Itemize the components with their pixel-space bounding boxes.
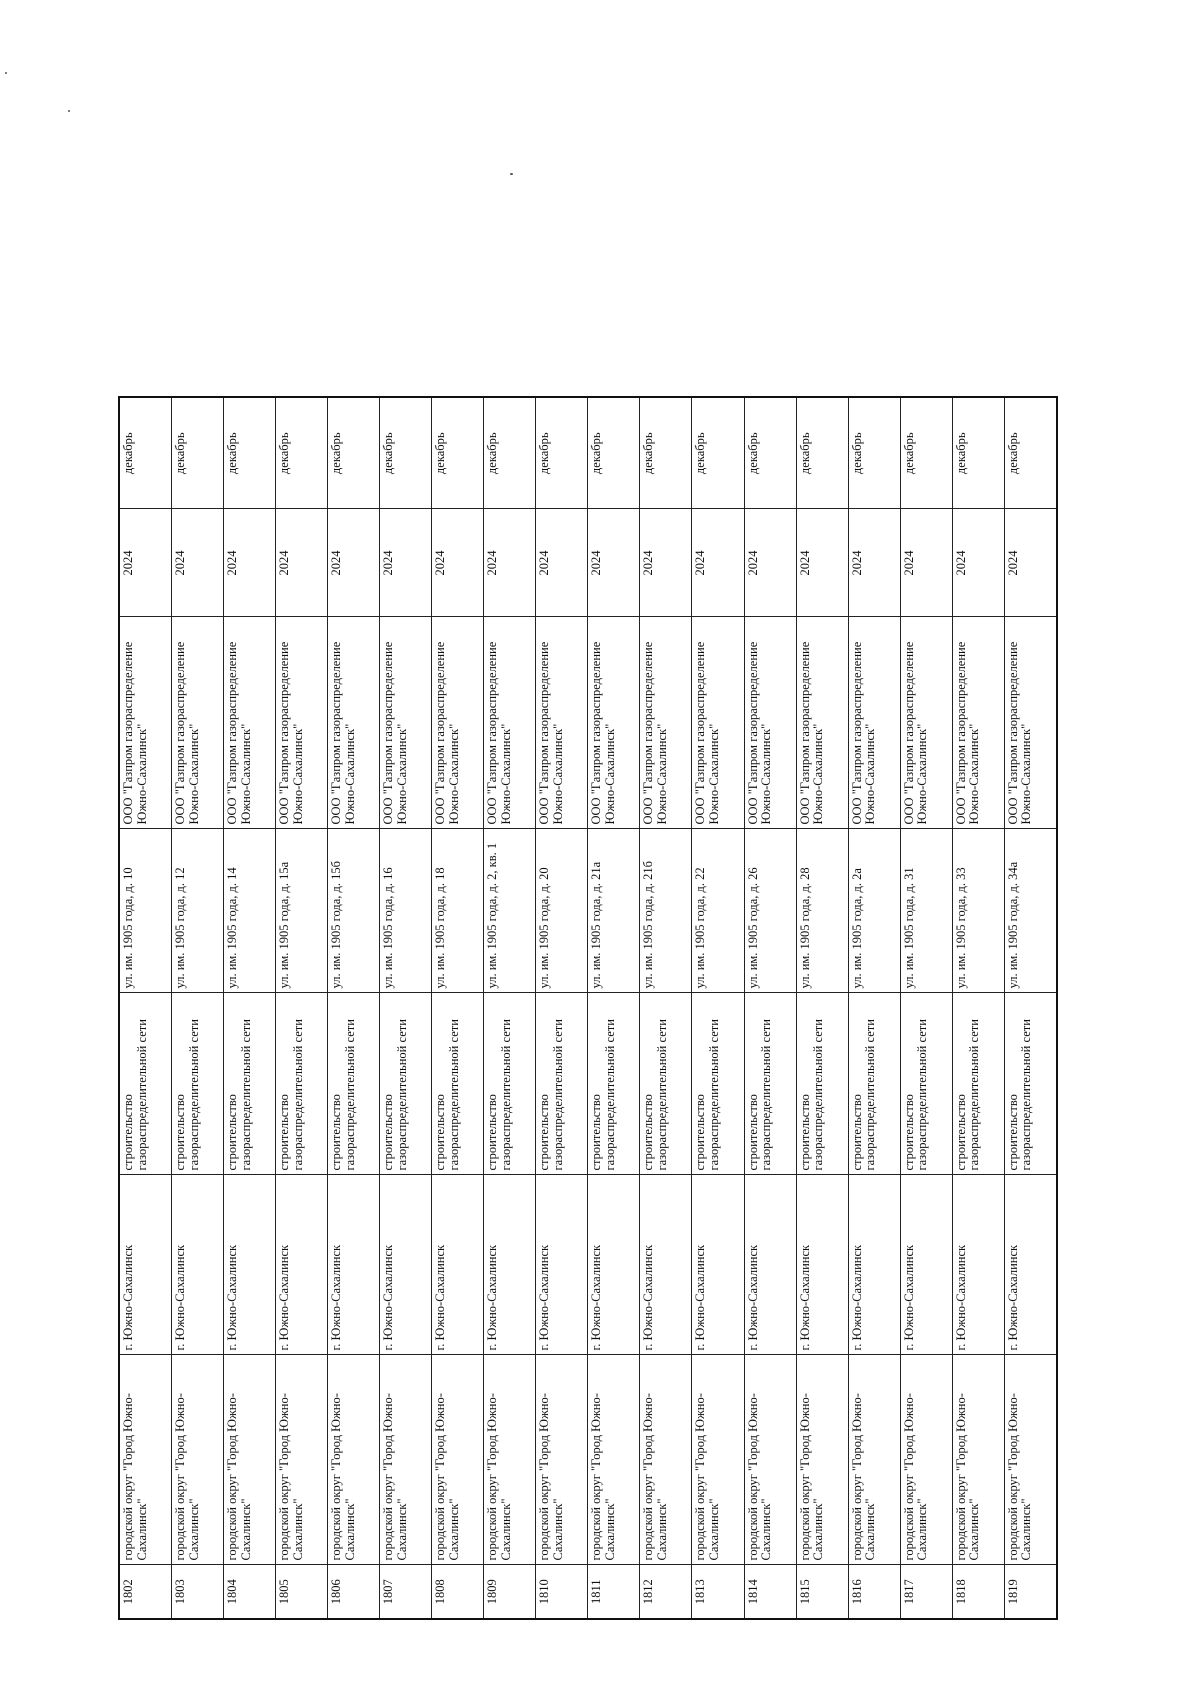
address-cell: ул. им. 1905 года, д. 33 xyxy=(952,829,1004,993)
work-type-cell: строительство газораспределительной сети xyxy=(588,993,640,1175)
city-cell: г. Южно-Сахалинск xyxy=(380,1175,432,1355)
city-cell: г. Южно-Сахалинск xyxy=(848,1175,900,1355)
district-cell: городской округ "Город Южно-Сахалинск" xyxy=(588,1355,640,1565)
work-type-cell: строительство газораспределительной сети xyxy=(119,993,172,1175)
organization-cell: ООО "Газпром газораспределение Южно-Сахалинск" xyxy=(224,617,276,829)
year-cell: 2024 xyxy=(588,509,640,617)
year-cell: 2024 xyxy=(224,509,276,617)
table-row xyxy=(536,397,588,1619)
city-cell: г. Южно-Сахалинск xyxy=(119,1175,172,1355)
organization-cell: ООО "Газпром газораспределение Южно-Сахалинск" xyxy=(328,617,380,829)
district-cell: городской округ "Город Южно-Сахалинск" xyxy=(952,1355,1004,1565)
row-number: 1806 xyxy=(328,1565,380,1619)
district-cell: городской округ "Город Южно-Сахалинск" xyxy=(692,1355,744,1565)
work-type-cell: строительство газораспределительной сети xyxy=(432,993,484,1175)
work-type-cell: строительство газораспределительной сети xyxy=(640,993,692,1175)
organization-cell: ООО "Газпром газораспределение Южно-Сахалинск" xyxy=(692,617,744,829)
work-type-cell: строительство газораспределительной сети xyxy=(172,993,224,1175)
district-cell: городской округ "Город Южно-Сахалинск" xyxy=(432,1355,484,1565)
organization-cell: ООО "Газпром газораспределение Южно-Сахалинск" xyxy=(744,617,796,829)
city-cell: г. Южно-Сахалинск xyxy=(484,1175,536,1355)
work-type-cell: строительство газораспределительной сети xyxy=(900,993,952,1175)
district-cell: городской округ "Город Южно-Сахалинск" xyxy=(640,1355,692,1565)
address-cell: ул. им. 1905 года, д. 22 xyxy=(692,829,744,993)
work-type-cell: строительство газораспределительной сети xyxy=(224,993,276,1175)
organization-cell: ООО "Газпром газораспределение Южно-Сахалинск" xyxy=(952,617,1004,829)
city-cell: г. Южно-Сахалинск xyxy=(172,1175,224,1355)
row-number: 1812 xyxy=(640,1565,692,1619)
month-cell: декабрь xyxy=(276,397,328,509)
city-cell: г. Южно-Сахалинск xyxy=(432,1175,484,1355)
month-cell: декабрь xyxy=(224,397,276,509)
row-number: 1815 xyxy=(796,1565,848,1619)
organization-cell: ООО "Газпром газораспределение Южно-Сахалинск" xyxy=(588,617,640,829)
organization-cell: ООО "Газпром газораспределение Южно-Сахалинск" xyxy=(848,617,900,829)
address-cell: ул. им. 1905 года, д. 15а xyxy=(276,829,328,993)
address-cell: ул. им. 1905 года, д. 2, кв. 1 xyxy=(484,829,536,993)
address-cell: ул. им. 1905 года, д. 16 xyxy=(380,829,432,993)
scan-speck xyxy=(68,110,70,112)
address-cell: ул. им. 1905 года, д. 28 xyxy=(796,829,848,993)
city-cell: г. Южно-Сахалинск xyxy=(536,1175,588,1355)
month-cell: декабрь xyxy=(640,397,692,509)
district-cell: городской округ "Город Южно-Сахалинск" xyxy=(119,1355,172,1565)
district-cell: городской округ "Город Южно-Сахалинск" xyxy=(484,1355,536,1565)
address-cell: ул. им. 1905 года, д. 21а xyxy=(588,829,640,993)
city-cell: г. Южно-Сахалинск xyxy=(276,1175,328,1355)
organization-cell: ООО "Газпром газораспределение Южно-Сахалинск" xyxy=(380,617,432,829)
month-cell: декабрь xyxy=(536,397,588,509)
district-cell: городской округ "Город Южно-Сахалинск" xyxy=(328,1355,380,1565)
month-cell: декабрь xyxy=(796,397,848,509)
row-number: 1813 xyxy=(692,1565,744,1619)
city-cell: г. Южно-Сахалинск xyxy=(952,1175,1004,1355)
month-cell: декабрь xyxy=(588,397,640,509)
address-cell: ул. им. 1905 года, д. 31 xyxy=(900,829,952,993)
row-number: 1808 xyxy=(432,1565,484,1619)
month-cell: декабрь xyxy=(380,397,432,509)
table-row xyxy=(119,397,172,1619)
city-cell: г. Южно-Сахалинск xyxy=(796,1175,848,1355)
work-type-cell: строительство газораспределительной сети xyxy=(536,993,588,1175)
table-row xyxy=(484,397,536,1619)
year-cell: 2024 xyxy=(172,509,224,617)
year-cell: 2024 xyxy=(536,509,588,617)
table-row xyxy=(744,397,796,1619)
year-cell: 2024 xyxy=(328,509,380,617)
city-cell: г. Южно-Сахалинск xyxy=(692,1175,744,1355)
gas-network-registry-table xyxy=(118,396,1058,1620)
district-cell: городской округ "Город Южно-Сахалинск" xyxy=(380,1355,432,1565)
year-cell: 2024 xyxy=(848,509,900,617)
table-row xyxy=(588,397,640,1619)
year-cell: 2024 xyxy=(900,509,952,617)
work-type-cell: строительство газораспределительной сети xyxy=(328,993,380,1175)
address-cell: ул. им. 1905 года, д. 15б xyxy=(328,829,380,993)
district-cell: городской округ "Город Южно-Сахалинск" xyxy=(172,1355,224,1565)
work-type-cell: строительство газораспределительной сети xyxy=(796,993,848,1175)
address-cell: ул. им. 1905 года, д. 18 xyxy=(432,829,484,993)
work-type-cell: строительство газораспределительной сети xyxy=(380,993,432,1175)
district-cell: городской округ "Город Южно-Сахалинск" xyxy=(848,1355,900,1565)
district-cell: городской округ "Город Южно-Сахалинск" xyxy=(276,1355,328,1565)
row-number: 1814 xyxy=(744,1565,796,1619)
year-cell: 2024 xyxy=(484,509,536,617)
city-cell: г. Южно-Сахалинск xyxy=(744,1175,796,1355)
table-body xyxy=(119,397,1057,1619)
year-cell: 2024 xyxy=(119,509,172,617)
district-cell: городской округ "Город Южно-Сахалинск" xyxy=(224,1355,276,1565)
table-row xyxy=(692,397,744,1619)
row-number: 1807 xyxy=(380,1565,432,1619)
table-row xyxy=(796,397,848,1619)
district-cell: городской округ "Город Южно-Сахалинск" xyxy=(900,1355,952,1565)
row-number: 1818 xyxy=(952,1565,1004,1619)
organization-cell: ООО "Газпром газораспределение Южно-Сахалинск" xyxy=(536,617,588,829)
city-cell: г. Южно-Сахалинск xyxy=(224,1175,276,1355)
organization-cell: ООО "Газпром газораспределение Южно-Сахалинск" xyxy=(796,617,848,829)
table-row xyxy=(172,397,224,1619)
table-row xyxy=(432,397,484,1619)
table-row xyxy=(848,397,900,1619)
city-cell: г. Южно-Сахалинск xyxy=(640,1175,692,1355)
organization-cell: ООО "Газпром газораспределение Южно-Сахалинск" xyxy=(484,617,536,829)
table-row xyxy=(952,397,1004,1619)
work-type-cell: строительство газораспределительной сети xyxy=(952,993,1004,1175)
year-cell: 2024 xyxy=(432,509,484,617)
year-cell: 2024 xyxy=(744,509,796,617)
table-row xyxy=(328,397,380,1619)
row-number: 1803 xyxy=(172,1565,224,1619)
work-type-cell: строительство газораспределительной сети xyxy=(1004,993,1057,1175)
organization-cell: ООО "Газпром газораспределение Южно-Сахалинск" xyxy=(1004,617,1057,829)
row-number: 1805 xyxy=(276,1565,328,1619)
month-cell: декабрь xyxy=(952,397,1004,509)
organization-cell: ООО "Газпром газораспределение Южно-Сахалинск" xyxy=(900,617,952,829)
row-number: 1816 xyxy=(848,1565,900,1619)
scan-speck xyxy=(510,173,513,175)
organization-cell: ООО "Газпром газораспределение Южно-Сахалинск" xyxy=(119,617,172,829)
work-type-cell: строительство газораспределительной сети xyxy=(744,993,796,1175)
month-cell: декабрь xyxy=(432,397,484,509)
city-cell: г. Южно-Сахалинск xyxy=(328,1175,380,1355)
work-type-cell: строительство газораспределительной сети xyxy=(848,993,900,1175)
city-cell: г. Южно-Сахалинск xyxy=(588,1175,640,1355)
district-cell: городской округ "Город Южно-Сахалинск" xyxy=(744,1355,796,1565)
row-number: 1804 xyxy=(224,1565,276,1619)
month-cell: декабрь xyxy=(328,397,380,509)
address-cell: ул. им. 1905 года, д. 20 xyxy=(536,829,588,993)
table-row xyxy=(1004,397,1057,1619)
row-number: 1810 xyxy=(536,1565,588,1619)
row-number: 1817 xyxy=(900,1565,952,1619)
year-cell: 2024 xyxy=(640,509,692,617)
district-cell: городской округ "Город Южно-Сахалинск" xyxy=(536,1355,588,1565)
work-type-cell: строительство газораспределительной сети xyxy=(276,993,328,1175)
table-row xyxy=(640,397,692,1619)
organization-cell: ООО "Газпром газораспределение Южно-Сахалинск" xyxy=(640,617,692,829)
month-cell: декабрь xyxy=(172,397,224,509)
city-cell: г. Южно-Сахалинск xyxy=(1004,1175,1057,1355)
address-cell: ул. им. 1905 года, д. 10 xyxy=(119,829,172,993)
month-cell: декабрь xyxy=(692,397,744,509)
row-number: 1809 xyxy=(484,1565,536,1619)
address-cell: ул. им. 1905 года, д. 34а xyxy=(1004,829,1057,993)
address-cell: ул. им. 1905 года, д. 21б xyxy=(640,829,692,993)
month-cell: декабрь xyxy=(744,397,796,509)
year-cell: 2024 xyxy=(276,509,328,617)
address-cell: ул. им. 1905 года, д. 2а xyxy=(848,829,900,993)
month-cell: декабрь xyxy=(119,397,172,509)
organization-cell: ООО "Газпром газораспределение Южно-Сахалинск" xyxy=(172,617,224,829)
month-cell: декабрь xyxy=(484,397,536,509)
organization-cell: ООО "Газпром газораспределение Южно-Сахалинск" xyxy=(432,617,484,829)
year-cell: 2024 xyxy=(692,509,744,617)
address-cell: ул. им. 1905 года, д. 14 xyxy=(224,829,276,993)
district-cell: городской округ "Город Южно-Сахалинск" xyxy=(796,1355,848,1565)
row-number: 1819 xyxy=(1004,1565,1057,1619)
year-cell: 2024 xyxy=(796,509,848,617)
city-cell: г. Южно-Сахалинск xyxy=(900,1175,952,1355)
work-type-cell: строительство газораспределительной сети xyxy=(692,993,744,1175)
year-cell: 2024 xyxy=(1004,509,1057,617)
row-number: 1811 xyxy=(588,1565,640,1619)
table-row xyxy=(380,397,432,1619)
table-row xyxy=(900,397,952,1619)
organization-cell: ООО "Газпром газораспределение Южно-Сахалинск" xyxy=(276,617,328,829)
rotated-table-wrapper xyxy=(118,398,1058,1620)
month-cell: декабрь xyxy=(900,397,952,509)
address-cell: ул. им. 1905 года, д. 12 xyxy=(172,829,224,993)
year-cell: 2024 xyxy=(952,509,1004,617)
scan-speck xyxy=(5,72,7,74)
year-cell: 2024 xyxy=(380,509,432,617)
month-cell: декабрь xyxy=(848,397,900,509)
row-number: 1802 xyxy=(119,1565,172,1619)
table-row xyxy=(276,397,328,1619)
table-row xyxy=(224,397,276,1619)
work-type-cell: строительство газораспределительной сети xyxy=(484,993,536,1175)
district-cell: городской округ "Город Южно-Сахалинск" xyxy=(1004,1355,1057,1565)
address-cell: ул. им. 1905 года, д. 26 xyxy=(744,829,796,993)
month-cell: декабрь xyxy=(1004,397,1057,509)
